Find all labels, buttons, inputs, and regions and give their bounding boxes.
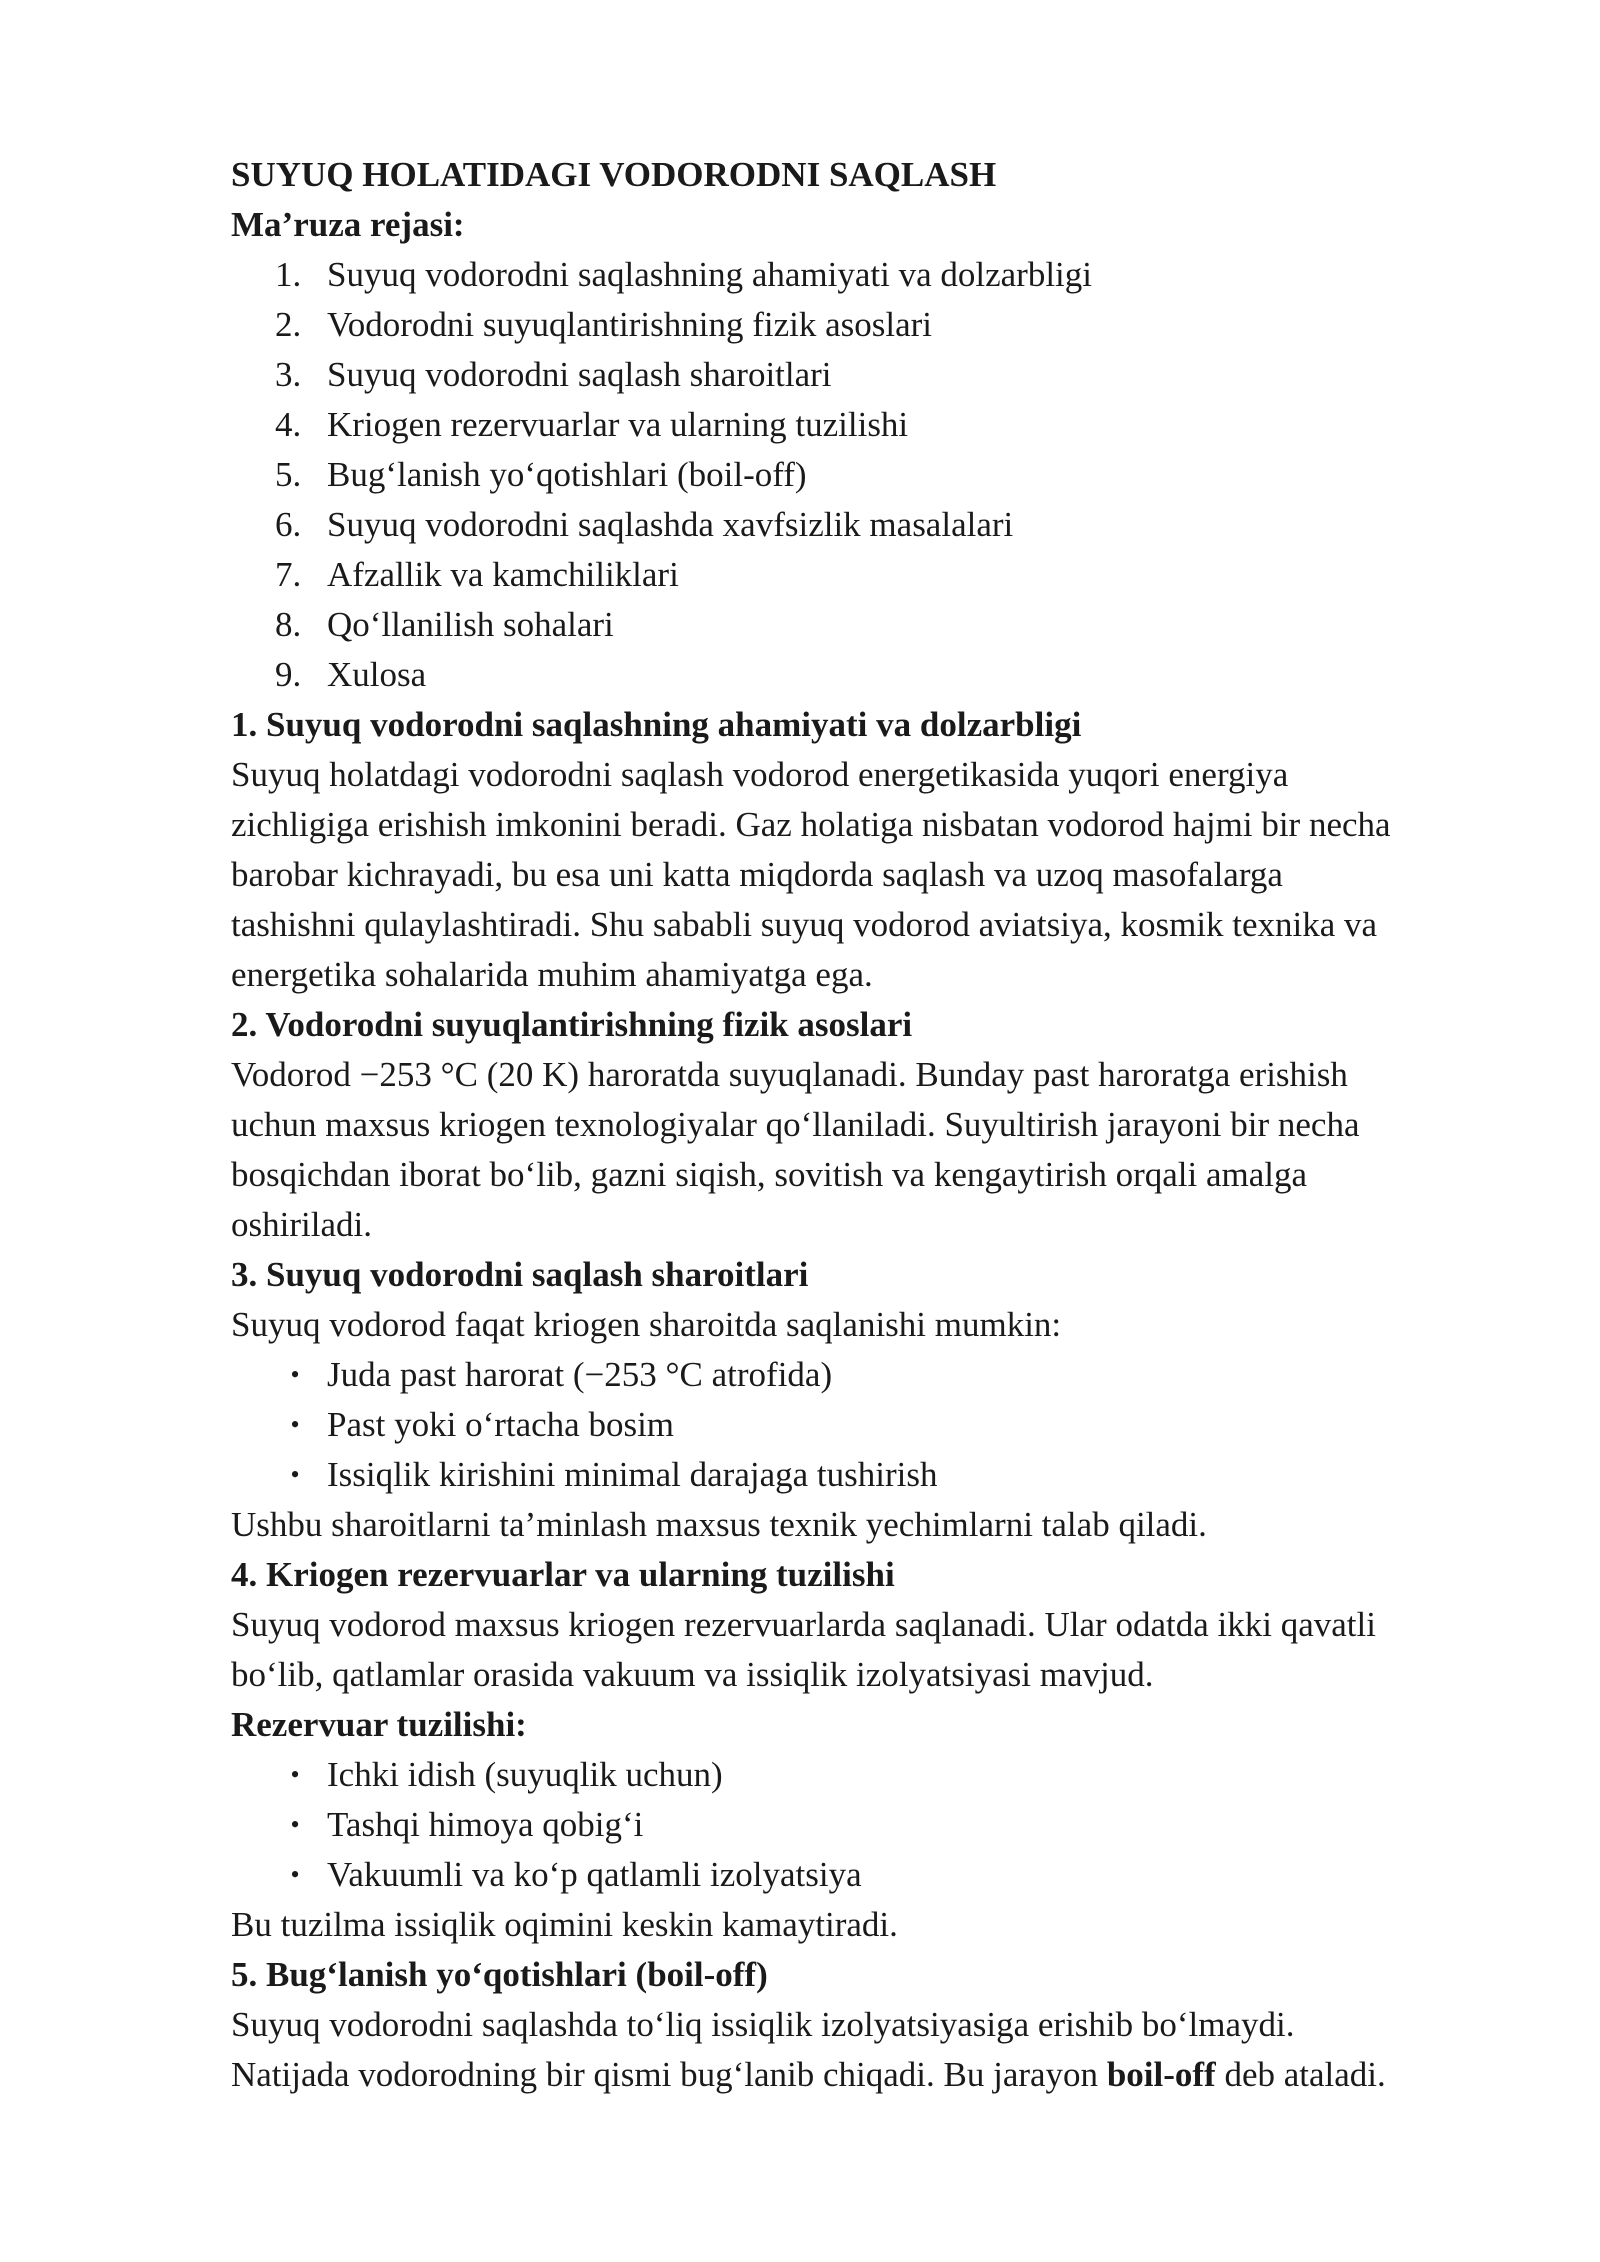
bullet-text: Tashqi himoya qobig‘i: [327, 1805, 644, 1844]
plan-item: [231, 350, 1491, 400]
section-heading: 2. Vodorodni suyuqlantirishning fizik asoslari: [231, 1005, 913, 1044]
plan-heading: Ma’ruza rejasi:: [231, 205, 465, 244]
bullet-text: Past yoki o‘rtacha bosim: [327, 1405, 675, 1444]
paragraph-line: Suyuq holatdagi vodorodni saqlash vodorod energetikasida yuqori energiya: [231, 755, 1289, 794]
plan-item: [231, 250, 1491, 300]
text-run: deb ataladi.: [1215, 2055, 1386, 2094]
section-heading: 5. Bug‘lanish yo‘qotishlari (boil-off): [231, 1955, 768, 1994]
plan-item-number: 4.: [275, 405, 302, 444]
plan-item: [231, 400, 1491, 450]
document-page: [231, 150, 1491, 2100]
plan-item-text: Vodorodni suyuqlantirishning fizik asoslari: [327, 305, 932, 344]
bullet-item: [231, 1850, 1491, 1900]
paragraph-line: tashishni qulaylashtiradi. Shu sababli suyuq vodorod aviatsiya, kosmik texnika va: [231, 905, 1378, 944]
paragraph-line: Ushbu sharoitlarni ta’minlash maxsus texnik yechimlarni talab qiladi.: [231, 1505, 1207, 1544]
bold-term: boil-off: [1106, 2055, 1216, 2094]
bullet-item: [231, 1400, 1491, 1450]
plan-item-text: Suyuq vodorodni saqlashning ahamiyati va dolzarbligi: [327, 255, 1093, 294]
bullet-item: [231, 1800, 1491, 1850]
section-heading: 1. Suyuq vodorodni saqlashning ahamiyati va dolzarbligi: [231, 705, 1082, 744]
paragraph-line: Suyuq vodorodni saqlashda to‘liq issiqlik izolyatsiyasiga erishib bo‘lmaydi.: [231, 2005, 1295, 2044]
plan-item-text: Bug‘lanish yo‘qotishlari (boil-off): [327, 455, 807, 494]
paragraph-line: barobar kichrayadi, bu esa uni katta miqdorda saqlash va uzoq masofalarga: [231, 855, 1283, 894]
bullet-icon: •: [290, 1360, 300, 1389]
section-heading: 3. Suyuq vodorodni saqlash sharoitlari: [231, 1255, 809, 1294]
bullet-icon: •: [290, 1410, 300, 1439]
plan-item: [231, 500, 1491, 550]
bullet-text: Issiqlik kirishini minimal darajaga tushirish: [327, 1455, 938, 1494]
document-title: SUYUQ HOLATIDAGI VODORODNI SAQLASH: [231, 155, 997, 194]
section-heading: 4. Kriogen rezervuarlar va ularning tuzilishi: [231, 1555, 895, 1594]
bullet-icon: •: [290, 1860, 300, 1889]
plan-item-number: 5.: [275, 455, 302, 494]
plan-item-text: Afzallik va kamchiliklari: [327, 555, 679, 594]
paragraph-line: oshiriladi.: [231, 1205, 372, 1244]
bullet-list: [231, 1750, 1491, 1900]
plan-item: [231, 450, 1491, 500]
plan-item-number: 6.: [275, 505, 302, 544]
plan-item-number: 1.: [275, 255, 302, 294]
plan-item-number: 2.: [275, 305, 302, 344]
bullet-item: [231, 1450, 1491, 1500]
plan-item: [231, 650, 1491, 700]
plan-item: [231, 550, 1491, 600]
plan-item-text: Suyuq vodorodni saqlash sharoitlari: [327, 355, 832, 394]
plan-item-number: 9.: [275, 655, 302, 694]
paragraph-line: Suyuq vodorod maxsus kriogen rezervuarlarda saqlanadi. Ular odatda ikki qavatli: [231, 1605, 1376, 1644]
plan-list: [231, 250, 1491, 700]
paragraph-line: energetika sohalarida muhim ahamiyatga ega.: [231, 955, 873, 994]
bullet-text: Ichki idish (suyuqlik uchun): [327, 1755, 723, 1794]
paragraph-line: Suyuq vodorod faqat kriogen sharoitda saqlanishi mumkin:: [231, 1305, 1062, 1344]
plan-item-number: 7.: [275, 555, 302, 594]
paragraph-line: bosqichdan iborat bo‘lib, gazni siqish, sovitish va kengaytirish orqali amalga: [231, 1155, 1308, 1194]
text-run: Natijada vodorodning bir qismi bug‘lanib chiqadi. Bu jarayon: [231, 2055, 1107, 2094]
paragraph-line: Bu tuzilma issiqlik oqimini keskin kamaytiradi.: [231, 1905, 898, 1944]
bullet-icon: •: [290, 1760, 300, 1789]
paragraph-line: zichligiga erishish imkonini beradi. Gaz holatiga nisbatan vodorod hajmi bir necha: [231, 805, 1391, 844]
bullet-icon: •: [290, 1810, 300, 1839]
plan-item: [231, 300, 1491, 350]
plan-item: [231, 600, 1491, 650]
bullet-icon: •: [290, 1460, 300, 1489]
plan-item-text: Kriogen rezervuarlar va ularning tuzilishi: [327, 405, 909, 444]
plan-item-number: 3.: [275, 355, 302, 394]
plan-item-text: Xulosa: [327, 655, 427, 694]
bullet-item: [231, 1750, 1491, 1800]
subheading: Rezervuar tuzilishi:: [231, 1705, 527, 1744]
bullet-item: [231, 1350, 1491, 1400]
bullet-text: Vakuumli va ko‘p qatlamli izolyatsiya: [327, 1855, 862, 1894]
plan-item-number: 8.: [275, 605, 302, 644]
bullet-text: Juda past harorat (−253 °C atrofida): [327, 1355, 833, 1394]
paragraph-line: bo‘lib, qatlamlar orasida vakuum va issiqlik izolyatsiyasi mavjud.: [231, 1655, 1154, 1694]
paragraph-line: uchun maxsus kriogen texnologiyalar qo‘llaniladi. Suyultirish jarayoni bir necha: [231, 1105, 1360, 1144]
plan-item-text: Qo‘llanilish sohalari: [327, 605, 614, 644]
plan-item-text: Suyuq vodorodni saqlashda xavfsizlik masalalari: [327, 505, 1014, 544]
paragraph-line: Vodorod −253 °C (20 K) haroratda suyuqlanadi. Bunday past haroratga erishish: [231, 1055, 1348, 1094]
paragraph-line: [231, 2050, 1491, 2100]
bullet-list: [231, 1350, 1491, 1500]
